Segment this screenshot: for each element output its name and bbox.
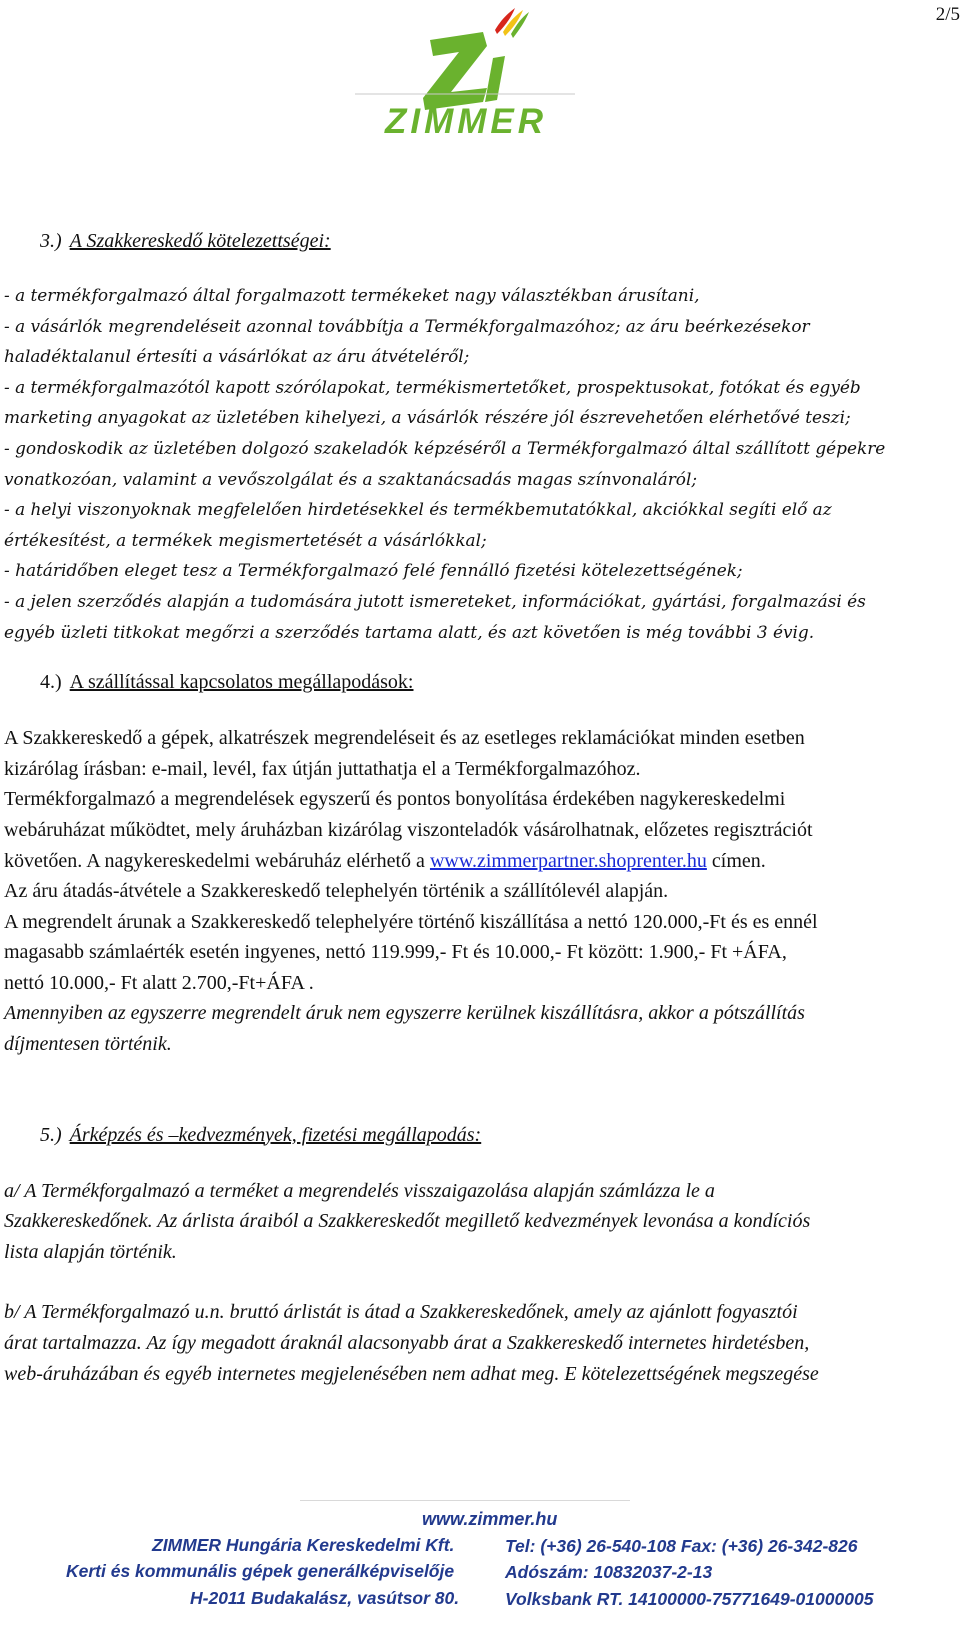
logo-wordmark: ZIMMER	[385, 102, 548, 141]
document-body	[0, 226, 958, 1389]
paragraph-line: A megrendelt árunak a Szakkereskedő telephelyére történő kiszállítása a nettó 120.000,-Ft és es ennél	[4, 910, 818, 933]
page-footer	[0, 1500, 960, 1629]
paragraph-line: kizárólag írásban: e-mail, levél, fax útján juttathatja el a Termékforgalmazóhoz.	[4, 757, 641, 780]
paragraph-line: nettó 10.000,- Ft alatt 2.700,-Ft+ÁFA .	[4, 971, 314, 994]
list-line: - a termékforgalmazótól kapott szórólapokat, termékismertetőket, prospektusokat, fotókat és egyéb	[4, 376, 861, 397]
footer-tax-number: Adószám: 10832037-2-13	[505, 1562, 713, 1582]
section-number: 4.)	[40, 671, 62, 694]
webshop-link[interactable]: www.zimmerpartner.shoprenter.hu	[429, 849, 707, 872]
list-line: - gondoskodik az üzletében dolgozó szakeladók képzéséről a Termékforgalmazó által szállított gépekre	[4, 437, 886, 458]
paragraph-line: árat tartalmazza. Az így megadott áraknál alacsonyabb árat a Szakkereskedő internetes hirdetésben,	[4, 1332, 810, 1355]
paragraph-line: webáruházat működtet, mely áruházban kizárólag viszonteladók vásárolhatnak, előzetes regisztrációt	[4, 818, 813, 841]
section-title: A Szakkereskedő kötelezettségei:	[69, 230, 331, 252]
paragraph-line: lista alapján történik.	[4, 1240, 177, 1263]
section-3-list	[0, 280, 958, 647]
text-span: címen.	[706, 849, 766, 872]
paragraph-line	[4, 846, 958, 877]
list-line: - a jelen szerződés alapján a tudomására jutott ismereteket, információkat, gyártási, forgalmazási és	[4, 590, 866, 611]
list-line: - a vásárlók megrendeléseit azonnal továbbítja a Termékforgalmazóhoz; az áru beérkezésekor	[4, 315, 810, 336]
list-line: egyéb üzleti titkokat megőrzi a szerződés tartama alatt, és azt követően is még további 3 évig.	[4, 621, 815, 642]
section-3-heading	[0, 226, 958, 256]
paragraph-line: Szakkereskedőnek. Az árlista áraiból a Szakkereskedőt megillető kedvezmények levonása a kondíciós	[4, 1210, 811, 1233]
footer-company: ZIMMER Hungária Kereskedelmi Kft.	[152, 1535, 455, 1555]
footer-address: H-2011 Budakalász, vasútsor 80.	[190, 1588, 460, 1608]
section-4-body	[0, 723, 958, 1060]
section-4-heading	[0, 667, 958, 697]
paragraph-line: Az áru átadás-átvétele a Szakkereskedő telephelyén történik a szállítólevél alapján.	[4, 880, 669, 903]
footer-divider	[300, 1500, 630, 1501]
list-line: értékesítést, a termékek megismertetését a vásárlókkal;	[4, 529, 487, 550]
paragraph-line: a/ A Termékforgalmazó a terméket a megrendelés visszaigazolása alapján számlázza le a	[4, 1179, 715, 1202]
text-span: követően. A nagykereskedelmi webáruház elérhető a	[4, 849, 430, 872]
page-number: 2/5	[935, 4, 960, 25]
paragraph-line: díjmentesen történik.	[4, 1033, 172, 1056]
section-title: A szállítással kapcsolatos megállapodások:	[69, 671, 414, 694]
paragraph-line: magasabb számlaérték esetén ingyenes, nettó 119.999,- Ft és 10.000,- Ft között: 1.900,- Ft +ÁFA,	[4, 941, 787, 964]
section-5-heading	[0, 1120, 958, 1150]
list-line: - a termékforgalmazó által forgalmazott termékeket nagy választékban árusítani,	[4, 285, 700, 305]
paragraph-line: Amennyiben az egyszerre megrendelt áruk nem egyszerre kerülnek kiszállításra, akkor a pótszállítás	[4, 1002, 805, 1025]
list-line: - határidőben eleget tesz a Termékforgalmazó felé fennálló fizetési kötelezettségének;	[4, 560, 743, 581]
list-line: marketing anyagokat az üzletében kihelyezi, a vásárlók részére jól észrevehetően elérhetővé teszi;	[4, 407, 851, 428]
footer-phone-fax: Tel: (+36) 26-540-108 Fax: (+36) 26-342-826	[505, 1536, 858, 1556]
footer-bank-account: Volksbank RT. 14100000-75771649-01000005	[505, 1589, 874, 1609]
section-5-body	[0, 1176, 958, 1390]
section-number: 5.)	[40, 1123, 62, 1146]
paragraph-line: web-áruházában és egyéb internetes megjelenésében nem adhat meg. E kötelezettségének megszegése	[4, 1362, 819, 1385]
paragraph-line: b/ A Termékforgalmazó u.n. bruttó árlistát is átad a Szakkereskedőnek, amely az ajánlott fogyasztói	[4, 1301, 798, 1324]
footer-website: www.zimmer.hu	[422, 1509, 558, 1529]
section-title: Árképzés és –kedvezmények, fizetési megállapodás:	[69, 1123, 482, 1146]
section-number: 3.)	[40, 230, 62, 252]
paragraph-line: A Szakkereskedő a gépek, alkatrészek megrendeléseit és az esetleges reklamációkat minden esetben	[4, 727, 805, 750]
list-line: vonatkozóan, valamint a vevőszolgálat és a szaktanácsadás magas színvonaláról;	[4, 468, 698, 489]
footer-tagline: Kerti és kommunális gépek generálképviselője	[66, 1561, 455, 1581]
list-line: haladéktalanul értesíti a vásárlókat az áru átvételéről;	[4, 346, 470, 367]
paragraph-line: Termékforgalmazó a megrendelések egyszerű és pontos bonyolítása érdekében nagykereskedelmi	[4, 788, 786, 811]
list-line: - a helyi viszonyoknak megfelelően hirdetésekkel és termékbemutatókkal, akciókkal segíti elő az	[4, 499, 832, 520]
